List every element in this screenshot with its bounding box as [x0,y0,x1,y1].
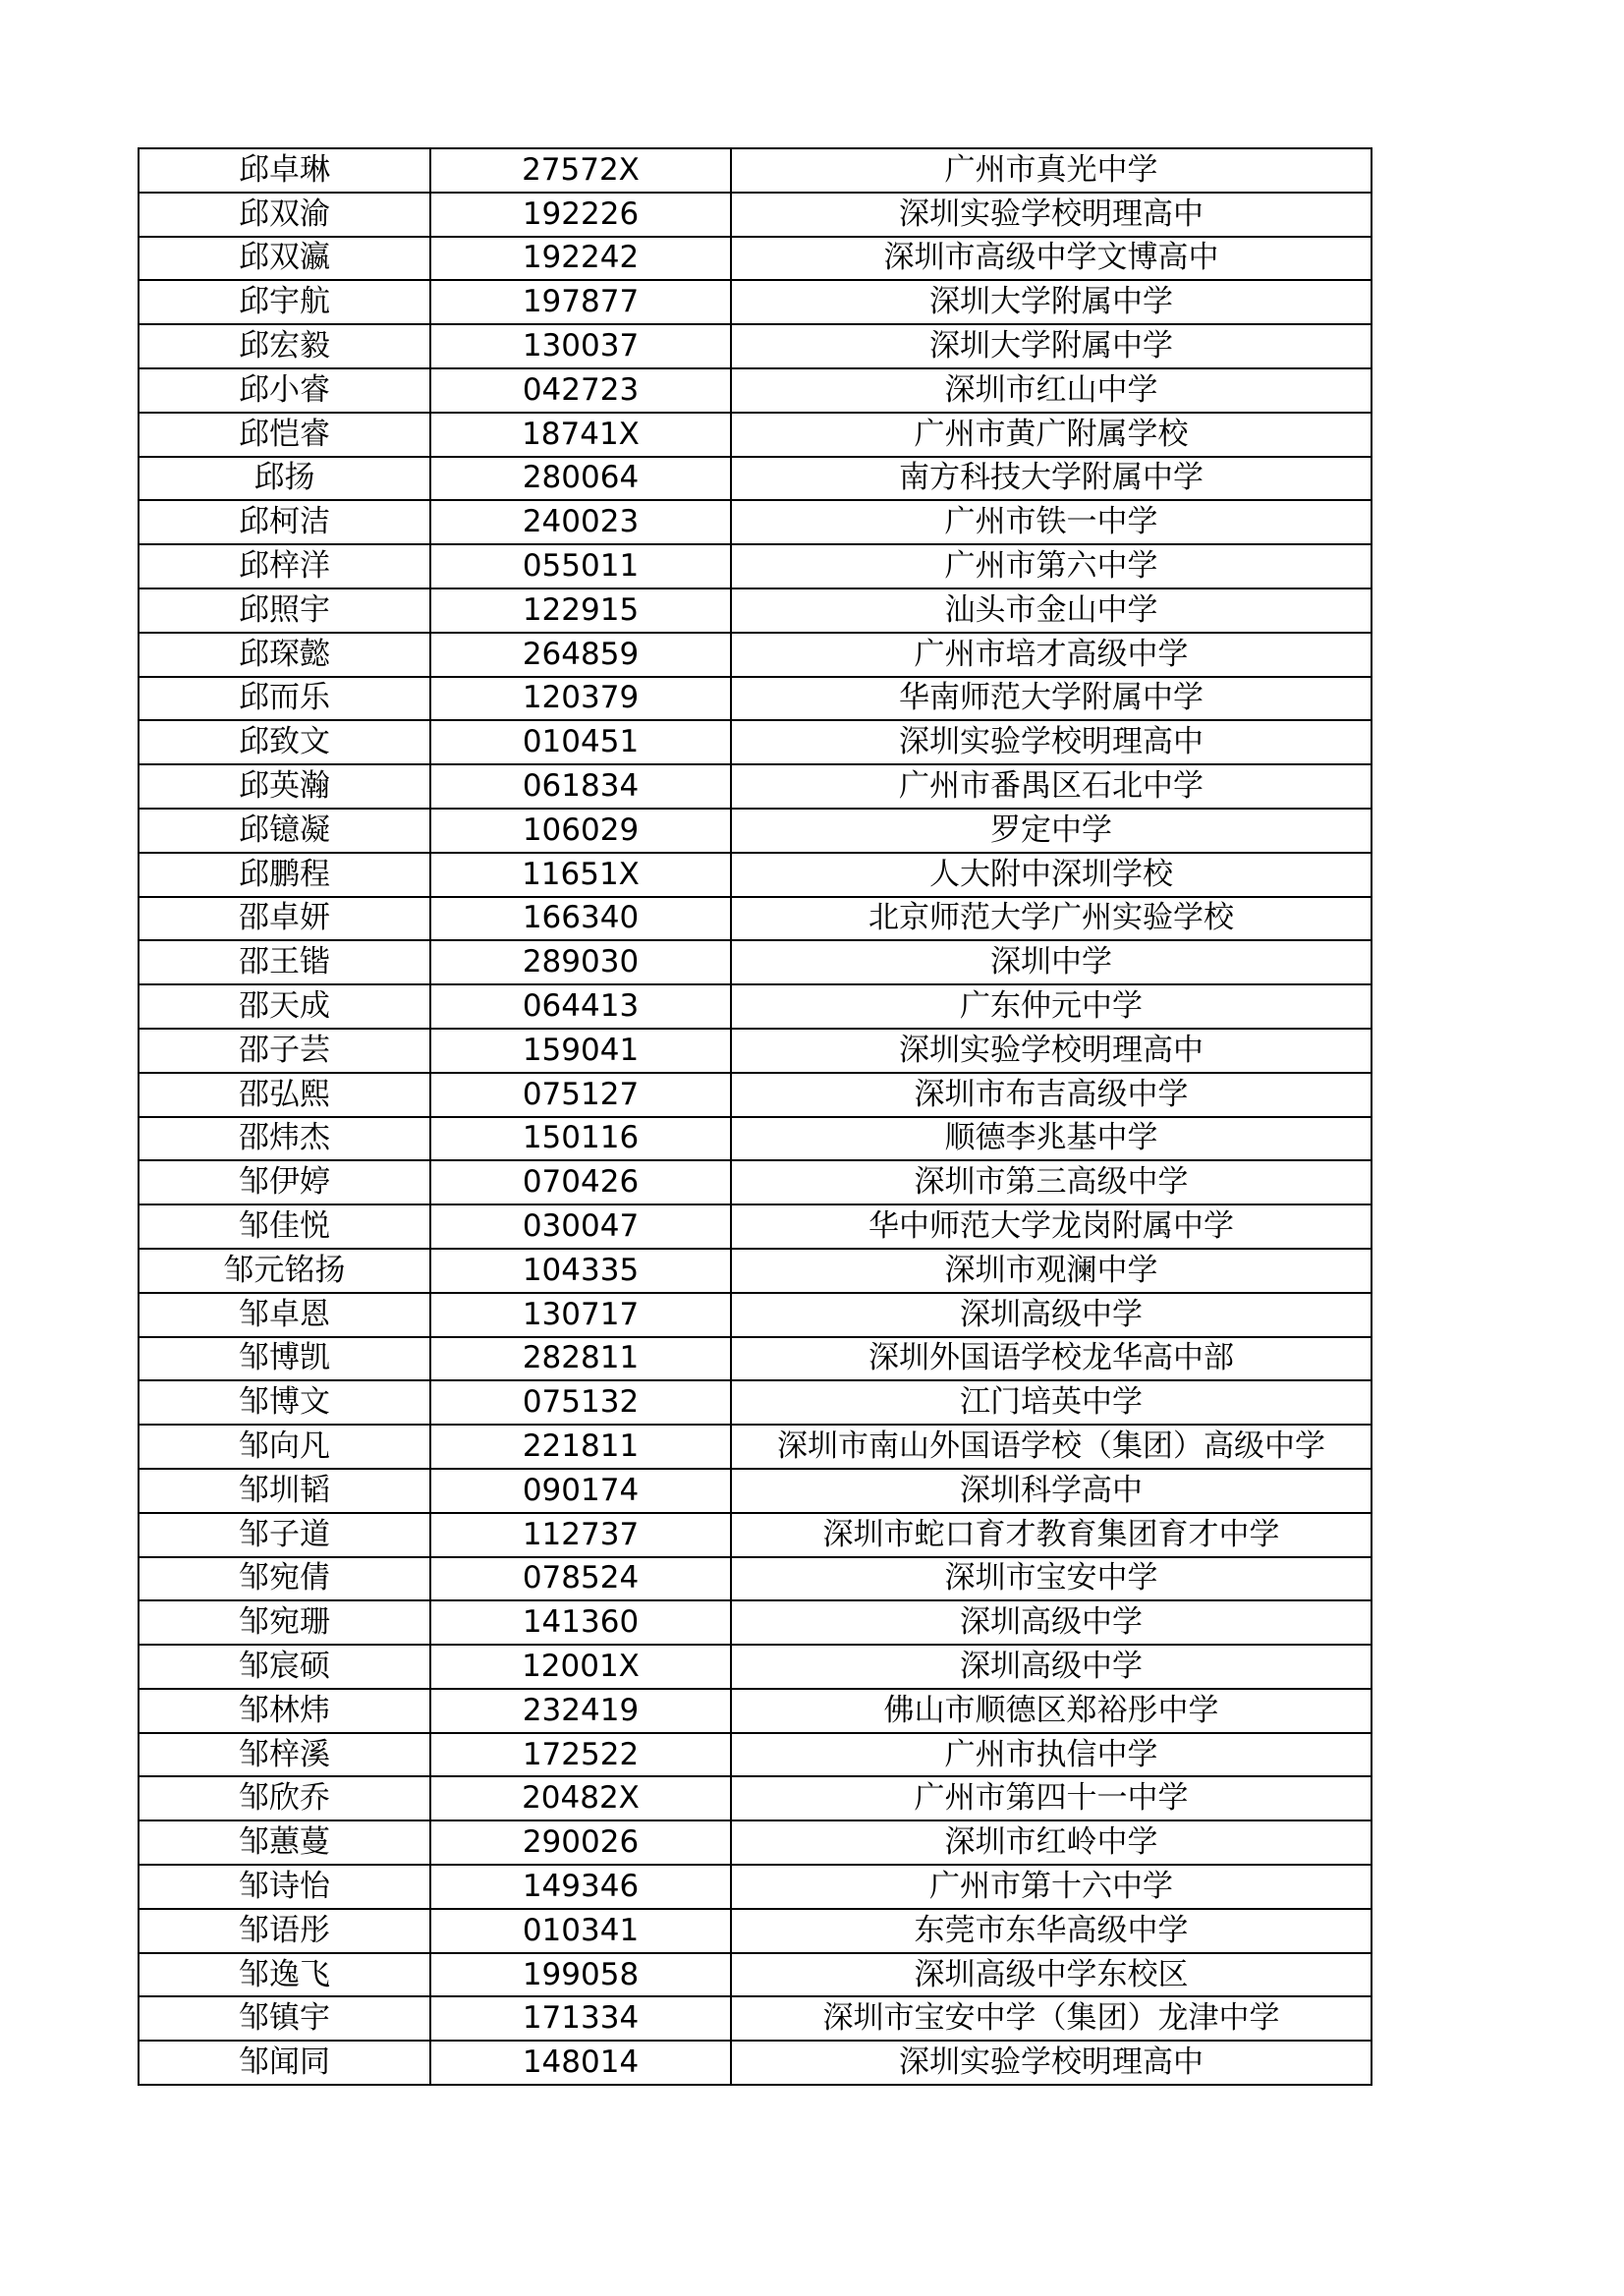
student-id-cell: 166340 [430,897,731,941]
school-name-cell: 广州市真光中学 [731,148,1372,193]
table-row [139,764,1372,809]
table-row [139,633,1372,677]
student-id-cell: 106029 [430,809,731,853]
student-name-cell: 邹宸硕 [139,1645,430,1689]
student-name-cell: 邹博文 [139,1380,430,1425]
student-name-cell: 邹宛珊 [139,1600,430,1645]
table-row [139,500,1372,544]
student-id-cell: 290026 [430,1820,731,1865]
school-name-cell: 江门培英中学 [731,1380,1372,1425]
school-name-cell: 深圳高级中学 [731,1645,1372,1689]
student-id-cell: 141360 [430,1600,731,1645]
school-name-cell: 广东仲元中学 [731,984,1372,1029]
table-row [139,368,1372,413]
student-name-cell: 邵卓妍 [139,897,430,941]
student-name-cell: 邹佳悦 [139,1204,430,1249]
school-name-cell: 深圳实验学校明理高中 [731,1029,1372,1073]
school-name-cell: 华中师范大学龙岗附属中学 [731,1204,1372,1249]
student-id-cell: 010451 [430,720,731,764]
school-name-cell: 南方科技大学附属中学 [731,457,1372,501]
school-name-cell: 深圳实验学校明理高中 [731,2041,1372,2085]
student-name-cell: 邱恺睿 [139,413,430,457]
table-row [139,324,1372,368]
school-name-cell: 华南师范大学附属中学 [731,677,1372,721]
student-id-cell: 104335 [430,1249,731,1293]
school-name-cell: 广州市执信中学 [731,1733,1372,1777]
student-id-cell: 150116 [430,1117,731,1161]
student-name-cell: 邹诗怡 [139,1865,430,1909]
student-id-cell: 172522 [430,1733,731,1777]
student-id-cell: 055011 [430,544,731,588]
school-name-cell: 深圳外国语学校龙华高中部 [731,1337,1372,1381]
school-name-cell: 深圳大学附属中学 [731,324,1372,368]
school-name-cell: 深圳市布吉高级中学 [731,1073,1372,1117]
table-row [139,457,1372,501]
school-name-cell: 广州市第十六中学 [731,1865,1372,1909]
school-name-cell: 深圳市宝安中学 [731,1557,1372,1601]
student-name-cell: 邱镱凝 [139,809,430,853]
table-row [139,193,1372,237]
student-id-cell: 11651X [430,853,731,897]
table-row [139,1293,1372,1337]
school-name-cell: 深圳市南山外国语学校（集团）高级中学 [731,1425,1372,1469]
table-row [139,809,1372,853]
table-row [139,1600,1372,1645]
student-id-cell: 232419 [430,1689,731,1733]
school-name-cell: 广州市培才高级中学 [731,633,1372,677]
student-name-cell: 邹镇宇 [139,1996,430,2041]
table-row [139,544,1372,588]
student-id-cell: 192242 [430,237,731,281]
school-name-cell: 广州市第四十一中学 [731,1776,1372,1820]
student-id-cell: 130037 [430,324,731,368]
student-name-cell: 邹子道 [139,1513,430,1557]
school-name-cell: 顺德李兆基中学 [731,1117,1372,1161]
table-row [139,1029,1372,1073]
school-name-cell: 汕头市金山中学 [731,588,1372,633]
table-row [139,1645,1372,1689]
school-name-cell: 广州市第六中学 [731,544,1372,588]
student-id-cell: 282811 [430,1337,731,1381]
table-row [139,1249,1372,1293]
student-id-cell: 197877 [430,280,731,324]
student-name-cell: 邵天成 [139,984,430,1029]
table-row [139,897,1372,941]
student-id-cell: 042723 [430,368,731,413]
table-row [139,1117,1372,1161]
student-name-cell: 邹逸飞 [139,1953,430,1997]
table-row [139,940,1372,984]
student-id-cell: 130717 [430,1293,731,1337]
school-name-cell: 深圳大学附属中学 [731,280,1372,324]
table-row [139,1513,1372,1557]
student-name-cell: 邱双瀛 [139,237,430,281]
table-row [139,1425,1372,1469]
table-row [139,1689,1372,1733]
student-name-cell: 邵弘熙 [139,1073,430,1117]
student-name-cell: 邹闻同 [139,2041,430,2085]
school-name-cell: 深圳高级中学 [731,1293,1372,1337]
student-name-cell: 邱鹏程 [139,853,430,897]
school-name-cell: 广州市铁一中学 [731,500,1372,544]
student-name-cell: 邱双渝 [139,193,430,237]
table-row [139,237,1372,281]
student-id-cell: 064413 [430,984,731,1029]
student-name-cell: 邱照宇 [139,588,430,633]
student-id-cell: 078524 [430,1557,731,1601]
student-id-cell: 120379 [430,677,731,721]
roster-sheet [138,147,1372,2086]
student-name-cell: 邹宛倩 [139,1557,430,1601]
roster-table [138,147,1372,2086]
student-name-cell: 邱英瀚 [139,764,430,809]
school-name-cell: 深圳市观澜中学 [731,1249,1372,1293]
school-name-cell: 深圳市蛇口育才教育集团育才中学 [731,1513,1372,1557]
student-id-cell: 070426 [430,1160,731,1204]
student-name-cell: 邹向凡 [139,1425,430,1469]
school-name-cell: 深圳市红山中学 [731,368,1372,413]
student-id-cell: 112737 [430,1513,731,1557]
school-name-cell: 广州市黄广附属学校 [731,413,1372,457]
table-row [139,1953,1372,1997]
student-name-cell: 邹语彤 [139,1909,430,1953]
student-id-cell: 061834 [430,764,731,809]
student-name-cell: 邱卓琳 [139,148,430,193]
student-name-cell: 邹蕙蔓 [139,1820,430,1865]
student-id-cell: 122915 [430,588,731,633]
school-name-cell: 深圳市宝安中学（集团）龙津中学 [731,1996,1372,2041]
student-name-cell: 邹元铭扬 [139,1249,430,1293]
table-row [139,413,1372,457]
school-name-cell: 深圳中学 [731,940,1372,984]
school-name-cell: 佛山市顺德区郑裕彤中学 [731,1689,1372,1733]
student-id-cell: 199058 [430,1953,731,1997]
school-name-cell: 深圳实验学校明理高中 [731,720,1372,764]
table-row [139,148,1372,193]
student-id-cell: 192226 [430,193,731,237]
student-id-cell: 075127 [430,1073,731,1117]
student-name-cell: 邱小睿 [139,368,430,413]
school-name-cell: 深圳市红岭中学 [731,1820,1372,1865]
student-name-cell: 邹圳韬 [139,1469,430,1513]
student-name-cell: 邵王锴 [139,940,430,984]
table-row [139,1557,1372,1601]
student-id-cell: 149346 [430,1865,731,1909]
roster-table-body [139,148,1372,2085]
student-id-cell: 18741X [430,413,731,457]
student-id-cell: 289030 [430,940,731,984]
student-name-cell: 邱梓洋 [139,544,430,588]
table-row [139,984,1372,1029]
student-name-cell: 邱宇航 [139,280,430,324]
student-id-cell: 090174 [430,1469,731,1513]
school-name-cell: 深圳市高级中学文博高中 [731,237,1372,281]
school-name-cell: 深圳科学高中 [731,1469,1372,1513]
student-id-cell: 280064 [430,457,731,501]
table-row [139,2041,1372,2085]
table-row [139,1820,1372,1865]
table-row [139,677,1372,721]
student-id-cell: 159041 [430,1029,731,1073]
school-name-cell: 深圳高级中学 [731,1600,1372,1645]
student-name-cell: 邱柯洁 [139,500,430,544]
student-name-cell: 邱琛懿 [139,633,430,677]
student-id-cell: 20482X [430,1776,731,1820]
student-name-cell: 邹卓恩 [139,1293,430,1337]
table-row [139,1204,1372,1249]
school-name-cell: 深圳实验学校明理高中 [731,193,1372,237]
school-name-cell: 深圳市第三高级中学 [731,1160,1372,1204]
student-id-cell: 030047 [430,1204,731,1249]
student-name-cell: 邱而乐 [139,677,430,721]
student-id-cell: 264859 [430,633,731,677]
student-id-cell: 240023 [430,500,731,544]
table-row [139,1160,1372,1204]
student-id-cell: 075132 [430,1380,731,1425]
table-row [139,1337,1372,1381]
student-id-cell: 010341 [430,1909,731,1953]
table-row [139,1776,1372,1820]
table-row [139,280,1372,324]
student-id-cell: 27572X [430,148,731,193]
table-row [139,1733,1372,1777]
school-name-cell: 罗定中学 [731,809,1372,853]
school-name-cell: 北京师范大学广州实验学校 [731,897,1372,941]
school-name-cell: 人大附中深圳学校 [731,853,1372,897]
student-name-cell: 邹伊婷 [139,1160,430,1204]
student-name-cell: 邵炜杰 [139,1117,430,1161]
table-row [139,1380,1372,1425]
table-row [139,1073,1372,1117]
student-name-cell: 邱宏毅 [139,324,430,368]
school-name-cell: 深圳高级中学东校区 [731,1953,1372,1997]
student-name-cell: 邱扬 [139,457,430,501]
table-row [139,1469,1372,1513]
school-name-cell: 广州市番禺区石北中学 [731,764,1372,809]
student-id-cell: 221811 [430,1425,731,1469]
student-name-cell: 邵子芸 [139,1029,430,1073]
student-id-cell: 12001X [430,1645,731,1689]
table-row [139,1996,1372,2041]
student-id-cell: 148014 [430,2041,731,2085]
student-name-cell: 邹梓溪 [139,1733,430,1777]
student-name-cell: 邹林炜 [139,1689,430,1733]
table-row [139,720,1372,764]
table-row [139,1909,1372,1953]
table-row [139,588,1372,633]
table-row [139,1865,1372,1909]
school-name-cell: 东莞市东华高级中学 [731,1909,1372,1953]
student-id-cell: 171334 [430,1996,731,2041]
student-name-cell: 邱致文 [139,720,430,764]
student-name-cell: 邹博凯 [139,1337,430,1381]
table-row [139,853,1372,897]
student-name-cell: 邹欣乔 [139,1776,430,1820]
